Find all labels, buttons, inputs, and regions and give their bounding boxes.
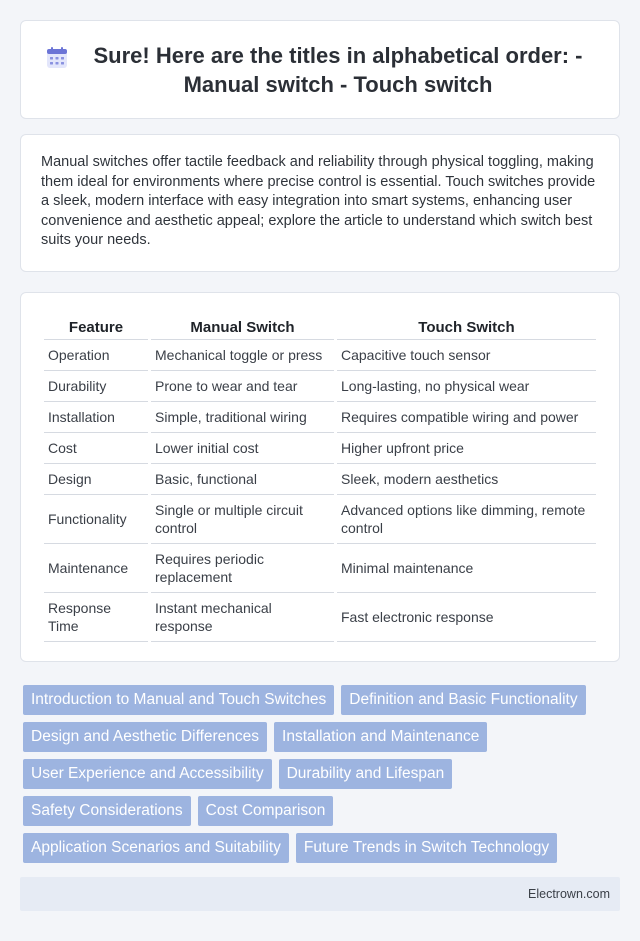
tag-safety[interactable]: Safety Considerations [23,796,191,826]
intro-card [20,134,620,272]
tag-user-experience[interactable]: User Experience and Accessibility [23,759,272,789]
table-row [44,371,596,402]
footer [20,877,620,911]
table-header-row [44,313,596,340]
comparison-table [41,313,599,642]
calendar-icon [45,46,69,70]
touch-cell: Requires compatible wiring and power [337,402,596,433]
tag-future-trends[interactable]: Future Trends in Switch Technology [296,833,557,863]
tag-introduction[interactable]: Introduction to Manual and Touch Switches [23,685,334,715]
feature-cell: Response Time [44,593,148,642]
table-row [44,340,596,371]
feature-cell: Functionality [44,495,148,544]
feature-cell: Maintenance [44,544,148,593]
feature-cell: Cost [44,433,148,464]
table-row [44,495,596,544]
touch-cell: Sleek, modern aesthetics [337,464,596,495]
tag-row [23,759,623,789]
tag-row [23,796,623,826]
header-touch-switch: Touch Switch [337,313,596,340]
tag-durability[interactable]: Durability and Lifespan [279,759,453,789]
page-title: Sure! Here are the titles in alphabetical order: - Manual switch - Touch switch [93,42,583,97]
manual-cell: Prone to wear and tear [151,371,334,402]
touch-cell: Long-lasting, no physical wear [337,371,596,402]
tag-row [23,722,623,752]
table-row [44,433,596,464]
touch-cell: Capacitive touch sensor [337,340,596,371]
table-row [44,593,596,642]
table-row [44,402,596,433]
touch-cell: Higher upfront price [337,433,596,464]
tag-cost[interactable]: Cost Comparison [198,796,334,826]
feature-cell: Installation [44,402,148,433]
touch-cell: Minimal maintenance [337,544,596,593]
header-manual-switch: Manual Switch [151,313,334,340]
manual-cell: Mechanical toggle or press [151,340,334,371]
manual-cell: Requires periodic replacement [151,544,334,593]
tag-row [23,685,623,715]
title-card [20,20,620,119]
tag-installation[interactable]: Installation and Maintenance [274,722,487,752]
manual-cell: Instant mechanical response [151,593,334,642]
header-feature: Feature [44,313,148,340]
touch-cell: Advanced options like dimming, remote control [337,495,596,544]
feature-cell: Durability [44,371,148,402]
feature-cell: Design [44,464,148,495]
tag-design[interactable]: Design and Aesthetic Differences [23,722,267,752]
tag-application[interactable]: Application Scenarios and Suitability [23,833,289,863]
tag-row [23,833,623,863]
table-row [44,544,596,593]
feature-cell: Operation [44,340,148,371]
tag-definition[interactable]: Definition and Basic Functionality [341,685,585,715]
comparison-table-card [20,292,620,662]
table-row [44,464,596,495]
footer-site[interactable]: Electrown.com [528,887,610,901]
manual-cell: Basic, functional [151,464,334,495]
topic-tags [23,685,623,870]
manual-cell: Lower initial cost [151,433,334,464]
manual-cell: Simple, traditional wiring [151,402,334,433]
manual-cell: Single or multiple circuit control [151,495,334,544]
intro-paragraph: Manual switches offer tactile feedback and reliability through physical toggling, making them ideal for environments where precise control is essential. Touch switches provide a sleek, modern interface with easy integration into smart systems, enhancing user convenience and aesthetic appeal; explore the article to understand which switch best suits your needs. [41,154,596,248]
touch-cell: Fast electronic response [337,593,596,642]
